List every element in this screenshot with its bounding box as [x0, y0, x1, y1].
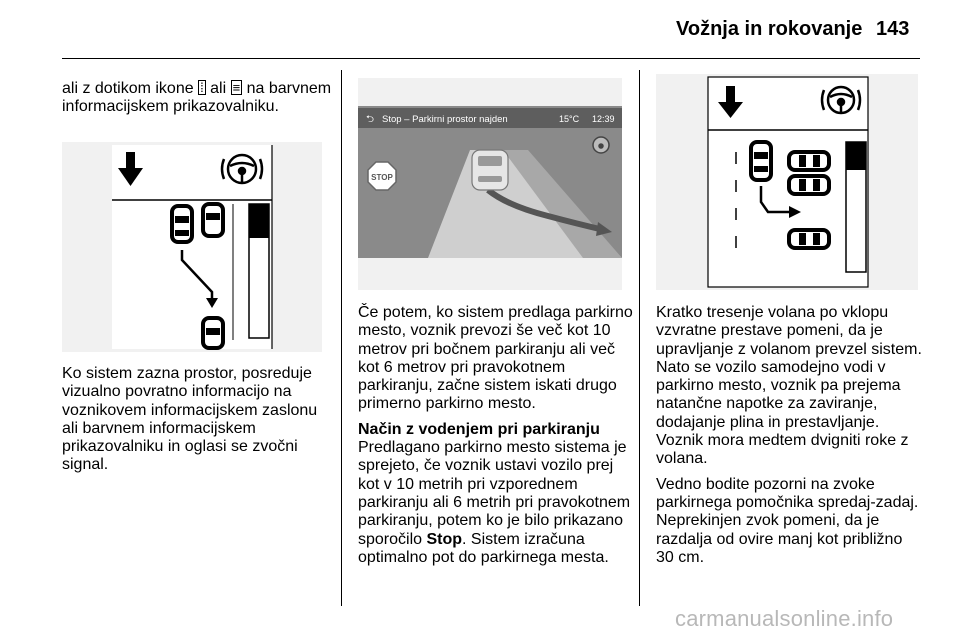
column-1-intro: [62, 80, 332, 124]
parking-detect-diagram: [62, 142, 322, 352]
figure-parking-space-found: [62, 142, 322, 352]
figure-parallel-parking: [656, 74, 918, 290]
steering-paragraph: Kratko tresenje volana po vklopu vzvratne prestave pomeni, da je upravljanje z volanom prevzel sistem. Nato se vozilo samodejno vodi v parkirno mesto, voznik pa prejema natančne napotke za zaviranje, dodajanje plina in prestavljanje. Voznik mora medtem dvigniti roke z volana.: [656, 304, 922, 468]
stop-sign-icon: [368, 162, 396, 190]
guidance-subheading: Način z vodenjem pri parkiranju: [358, 420, 600, 438]
display-temperature: 15°C: [559, 114, 580, 124]
distance-bar: [846, 142, 866, 272]
svg-text:STOP: STOP: [371, 173, 393, 182]
distance-bar: [249, 204, 269, 338]
display-time: 12:39: [592, 114, 615, 124]
page-header-title: Vožnja in rokovanje: [676, 18, 863, 40]
guidance-paragraph: Predlagano parkirno mesto sistema je sprejeto, če voznik ustavi vozilo prej kot v 10 metrih pri vzporednem parkiranju ali 6 metrih pri pravokotnem parkiranju, potem ko je bilo prikazano sporočilo Stop. Sistem izračuna optimalno pot do parkirnega mesta.: [358, 439, 631, 566]
page-number: 143: [876, 18, 910, 40]
car-icon: [472, 150, 508, 190]
column-divider-2: [639, 70, 640, 606]
list-lines-icon: ≡: [232, 80, 241, 95]
research-paragraph: Če potem, ko sistem predlaga parkirno mesto, voznik prevozi še več kot 10 metrov pri bočnem parkiranju ali več kot 6 metrov pri pravokotnem parkiranju, začne sistem iskati drugo primerno parkirno mesto.: [358, 304, 633, 413]
steering-wheel-icon: [593, 137, 609, 153]
column-1-body: [62, 365, 334, 482]
column-divider-1: [341, 70, 342, 606]
info-display-illustration: [358, 78, 622, 290]
list-compact-icon: ⁞: [200, 80, 204, 95]
detect-paragraph: Ko sistem zazna prostor, posreduje vizualno povratno informacijo na voznikovem informacijskem zaslonu ali barvnem informacijskem prikazovalniku in oglasi se zvočni signal.: [62, 365, 318, 474]
parallel-parking-diagram: [656, 74, 918, 290]
back-arrow-icon: ⮌: [366, 114, 375, 125]
display-status-text: Stop – Parkirni prostor najden: [382, 114, 508, 125]
sensor-paragraph: Vedno bodite pozorni na zvoke parkirnega pomočnika spredaj-zadaj. Neprekinjen zvok pomeni, da je razdalja od ovire manj kot približno 30 cm.: [656, 475, 919, 566]
column-2-body: [358, 304, 634, 574]
watermark: carmanualsonline.info: [675, 606, 894, 631]
column-3-body: [656, 304, 924, 574]
header-rule: [62, 58, 920, 59]
intro-paragraph: ali z dotikom ikone ⁞ ali ≡ na barvnem informacijskem prikazovalniku.: [62, 80, 332, 116]
figure-display-screen: [358, 78, 622, 290]
